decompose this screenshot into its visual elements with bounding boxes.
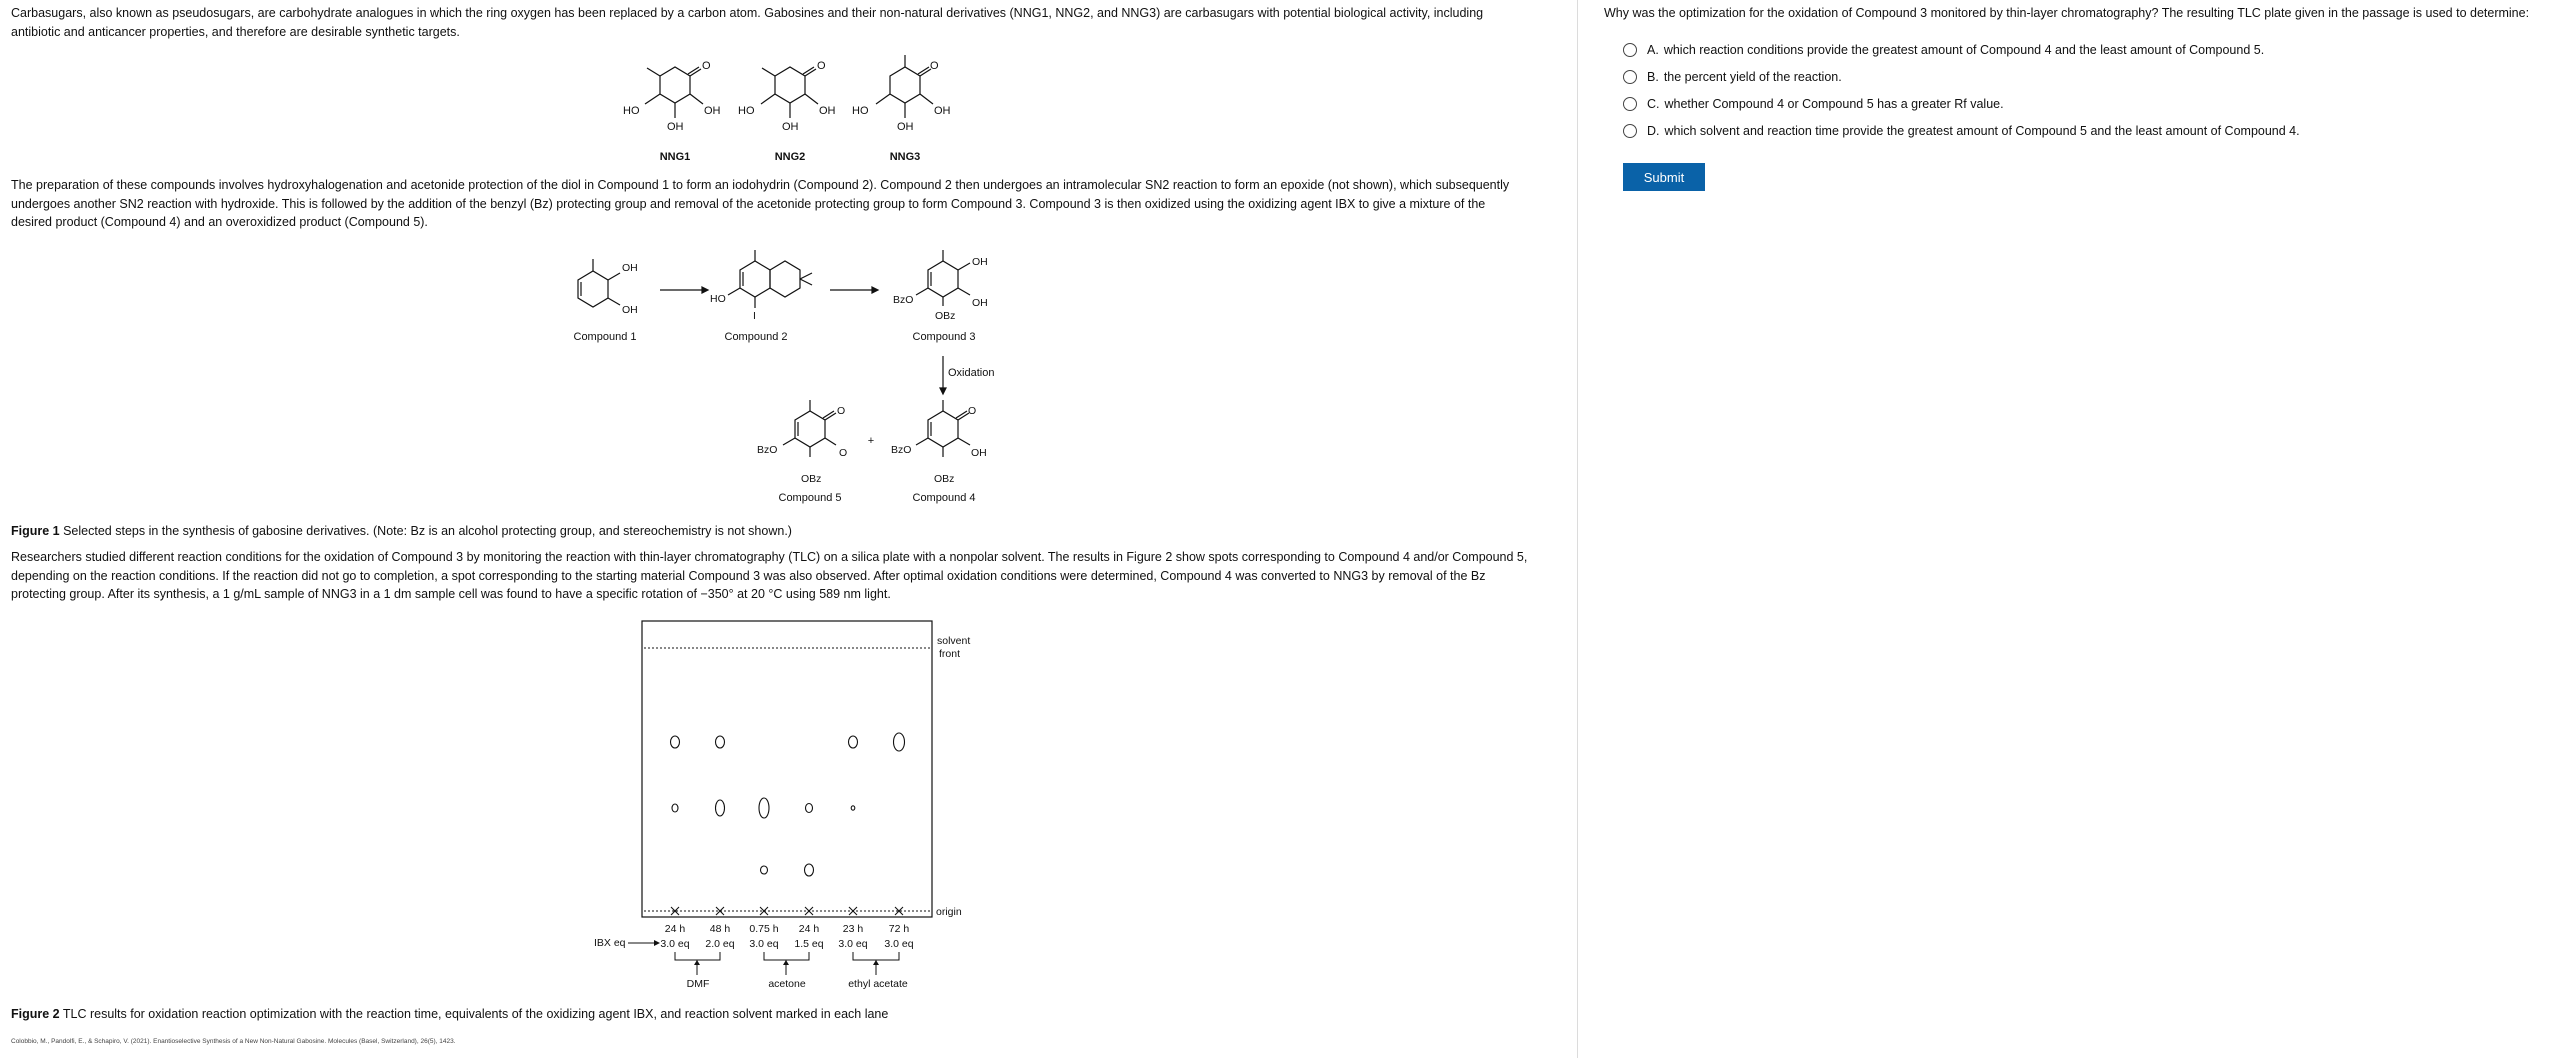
- ibx-eq-label: IBX eq: [594, 937, 626, 949]
- lane-eq: 3.0 eq: [749, 938, 779, 950]
- svg-text:O: O: [837, 405, 846, 417]
- choice-b[interactable]: [1623, 70, 1842, 84]
- figure-1-caption-text: Selected steps in the synthesis of gabosine derivatives. (Note: Bz is an alcohol protecting group, and stereochemistry is not shown.): [59, 524, 792, 538]
- svg-text:I: I: [753, 310, 756, 322]
- question-stem: Why was the optimization for the oxidation of Compound 3 monitored by thin-layer chromatography? The resulting TLC plate given in the passage is used to determine:: [1604, 6, 2530, 20]
- passage-paragraph-2: [11, 176, 1566, 232]
- nng3-label: NNG3: [889, 151, 921, 163]
- compound-1-label: Compound 1: [573, 331, 637, 343]
- passage-text-line: antibiotic and anticancer properties, and therefore are desirable synthetic targets.: [11, 24, 460, 39]
- choice-letter: A.: [1647, 43, 1659, 57]
- svg-text:BzO: BzO: [893, 294, 914, 306]
- choice-text: which solvent and reaction time provide the greatest amount of Compound 5 and the least amount of Compound 4.: [1664, 124, 2300, 138]
- nng1-label: NNG1: [659, 151, 691, 163]
- lane-time: 24 h: [798, 923, 820, 935]
- compound-4-label: Compound 4: [912, 492, 976, 504]
- lane-eq: 3.0 eq: [884, 938, 914, 950]
- choice-c[interactable]: [1623, 97, 2004, 111]
- svg-text:HO: HO: [738, 105, 755, 117]
- svg-text:OH: OH: [971, 447, 987, 459]
- lane-time: 23 h: [842, 923, 864, 935]
- figure-2-caption-text: TLC results for oxidation reaction optimization with the reaction time, equivalents of the oxidizing agent IBX, and reaction solvent marked in each lane: [59, 1007, 889, 1021]
- svg-text:OH: OH: [622, 304, 638, 316]
- svg-text:OH: OH: [972, 297, 988, 309]
- passage-text-line: depending on the reaction conditions. If the reaction did not go to completion, a spot corresponding to the starting material Compound 3 was also observed. After optimal oxidation conditions were determined, Compound 4 was converted to NNG3 by removal of the Bz: [11, 568, 1486, 583]
- solvent-label-acetone: acetone: [768, 978, 806, 990]
- passage-text-line: Carbasugars, also known as pseudosugars, are carbohydrate analogues in which the ring oxygen has been replaced by a carbon atom. Gabosines and their non-natural derivatives (NNG1, NNG2, and NNG3) are carbasugars with potential biological activity, including: [11, 6, 1484, 20]
- citation: Colobbio, M., Pandolfi, E., & Schapiro, V. (2021). Enantioselective Synthesis of a New Non-Natural Gabosine. Molecules (Basel, Switzerland), 26(5), 1423.: [11, 1038, 456, 1045]
- svg-text:BzO: BzO: [757, 444, 778, 456]
- lane-eq: 2.0 eq: [705, 938, 735, 950]
- svg-text:OH: OH: [704, 105, 721, 117]
- submit-button[interactable]: Submit: [1623, 163, 1705, 191]
- solvent-label-dmf: DMF: [686, 978, 710, 990]
- radio-button[interactable]: [1623, 124, 1637, 138]
- nng-structures-figure: [615, 52, 975, 164]
- choice-letter: B.: [1647, 70, 1659, 84]
- svg-text:OH: OH: [972, 256, 988, 268]
- choice-d[interactable]: [1623, 124, 2300, 138]
- figure-2-caption: [11, 1007, 888, 1021]
- svg-text:HO: HO: [852, 105, 869, 117]
- figure-1-label: Figure 1: [11, 524, 60, 538]
- passage-text-line: protecting group. After its synthesis, a 1 g/mL sample of NNG3 in a 1 dm sample cell was found to have a specific rotation of −350° at 20 °C using 589 nm light.: [11, 587, 891, 601]
- question-pane: [1579, 0, 2557, 1058]
- lane-eq: 3.0 eq: [838, 938, 868, 950]
- radio-button[interactable]: [1623, 97, 1637, 111]
- svg-text:OH: OH: [622, 262, 638, 274]
- svg-text:O: O: [968, 405, 977, 417]
- choice-text: the percent yield of the reaction.: [1663, 70, 1842, 84]
- svg-text:O: O: [839, 447, 848, 459]
- svg-text:HO: HO: [710, 293, 726, 305]
- svg-text:O: O: [702, 60, 711, 72]
- plus-sign: +: [867, 435, 875, 447]
- radio-button[interactable]: [1623, 43, 1637, 57]
- lane-time: 72 h: [888, 923, 910, 935]
- svg-text:OBz: OBz: [935, 310, 956, 322]
- figure-2-label: Figure 2: [11, 1007, 60, 1021]
- choice-text: whether Compound 4 or Compound 5 has a greater Rf value.: [1664, 97, 2004, 111]
- solvent-front-label: solvent: [937, 635, 971, 647]
- solvent-front-label: front: [939, 648, 961, 660]
- choice-letter: C.: [1647, 97, 1660, 111]
- lane-eq: 1.5 eq: [794, 938, 824, 950]
- svg-text:OH: OH: [782, 121, 799, 133]
- svg-text:OH: OH: [667, 121, 684, 133]
- choice-a[interactable]: [1623, 43, 2264, 57]
- compound-5-label: Compound 5: [778, 492, 842, 504]
- svg-text:BzO: BzO: [891, 444, 912, 456]
- passage-text-line: The preparation of these compounds involves hydroxyhalogenation and acetonide protection of the diol in Compound 1 to form an iodohydrin (Compound 2). Compound 2 then undergoes an intramolecular SN2 reaction to form an epoxide (not shown), which subsequently: [11, 178, 1510, 192]
- lane-time: 0.75 h: [749, 923, 779, 935]
- svg-text:OH: OH: [819, 105, 836, 117]
- svg-text:OBz: OBz: [801, 473, 822, 485]
- compound-3-label: Compound 3: [912, 331, 976, 343]
- svg-text:OH: OH: [897, 121, 914, 133]
- solvent-label-ethyl-acetate: ethyl acetate: [848, 978, 908, 990]
- svg-text:OBz: OBz: [934, 473, 955, 485]
- compound-2-label: Compound 2: [724, 331, 788, 343]
- synthesis-scheme-figure: [560, 248, 1020, 513]
- origin-label: origin: [936, 906, 962, 918]
- lane-time: 24 h: [664, 923, 686, 935]
- passage-text-line: Researchers studied different reaction conditions for the oxidation of Compound 3 by monitoring the reaction with thin-layer chromatography (TLC) on a silica plate with a nonpolar solvent. The results in Figure 2 show spots corresponding to Compound 4 and/or Compound 5,: [11, 550, 1528, 564]
- passage-text-line: undergoes another SN2 reaction with hydroxide. This is followed by the addition of the benzyl (Bz) protecting group and removal of the acetonide protecting group to form Compound 3. Compound 3 is then oxidized using the oxidizing agent IBX to give a mixture of the: [11, 196, 1486, 211]
- svg-text:O: O: [817, 60, 826, 72]
- svg-text:OH: OH: [934, 105, 951, 117]
- nng2-label: NNG2: [774, 151, 806, 163]
- passage-text-line: desired product (Compound 4) and an overoxidized product (Compound 5).: [11, 215, 428, 229]
- choice-text: which reaction conditions provide the greatest amount of Compound 4 and the least amount of Compound 5.: [1663, 43, 2265, 57]
- figure-1-caption: [11, 524, 792, 538]
- radio-button[interactable]: [1623, 70, 1637, 84]
- choice-letter: D.: [1647, 124, 1660, 138]
- svg-text:HO: HO: [623, 105, 640, 117]
- passage-paragraph-1: [11, 4, 1566, 41]
- lane-time: 48 h: [709, 923, 731, 935]
- tlc-plate-figure: [590, 618, 980, 996]
- svg-text:O: O: [930, 60, 939, 72]
- oxidation-label: Oxidation: [948, 367, 995, 379]
- lane-eq: 3.0 eq: [660, 938, 690, 950]
- passage-paragraph-3: [11, 548, 1566, 604]
